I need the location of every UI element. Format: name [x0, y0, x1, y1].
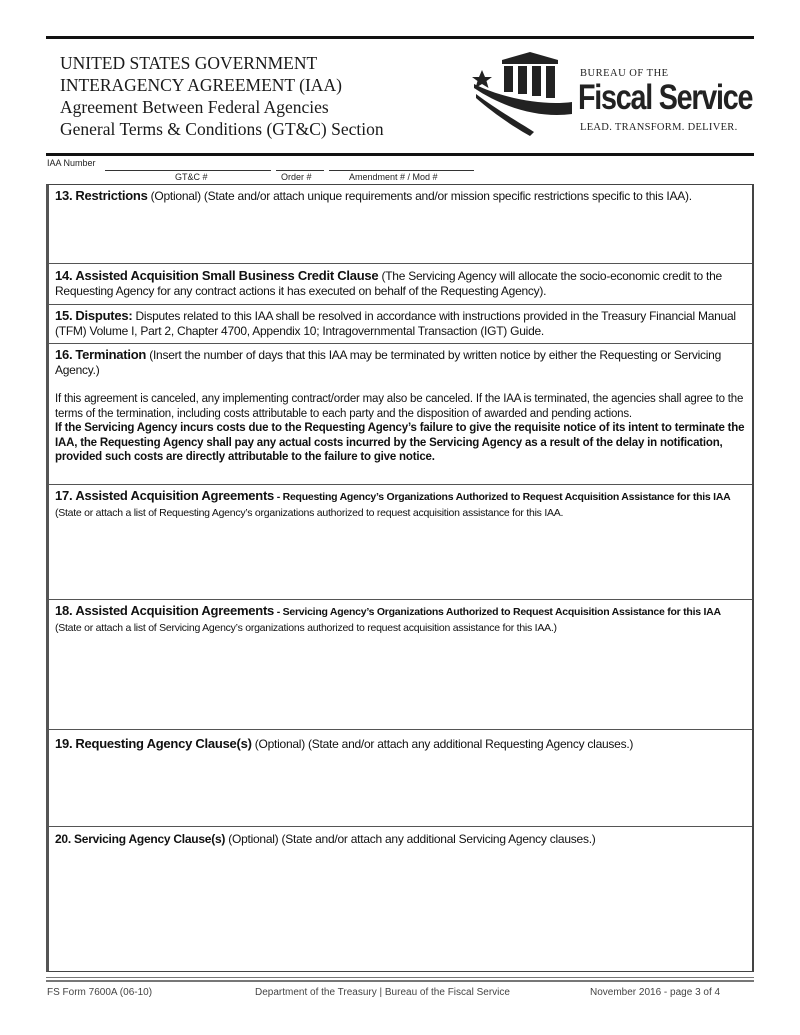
section-15-text: Disputes related to this IAA shall be resolved in accordance with instructions provided in the Treasury Financial Manual (TFM) Volume I, Part 2, Chapter 4700, Appendix 10; Intragovernmental Transaction (IGT) Guide.: [55, 309, 736, 338]
section-20-title: Servicing Agency Clause(s): [74, 832, 226, 846]
section-18-subtitle: - Servicing Agency’s Organizations Authorized to Request Acquisition Assistance for this IAA: [274, 606, 721, 618]
section-16-paragraph: If this agreement is canceled, any implementing contract/order may also be canceled. If the IAA is terminated, the agencies shall agree to the terms of the termination, including costs attributable to each party and the disposition of awarded and pending actions.: [55, 393, 744, 420]
section-15-title: Disputes:: [75, 308, 133, 323]
section-17-instructions: (State or attach a list of Requesting Agency’s organizations authorized to request acquisition assistance for this IAA.: [55, 507, 564, 519]
section-13-number: 13.: [55, 188, 73, 203]
title-line-2: INTERAGENCY AGREEMENT (IAA): [60, 75, 342, 95]
gtc-number-label: GT&C #: [175, 172, 208, 182]
section-14-title: Assisted Acquisition Small Business Credit Clause: [75, 268, 379, 283]
title-line-4: General Terms & Conditions (GT&C) Section: [60, 119, 384, 139]
section-17-requesting-organizations[interactable]: [49, 485, 752, 600]
header-bottom-rule: [46, 153, 754, 156]
footer-form-number: FS Form 7600A (06-10): [47, 987, 153, 998]
title-line-3: Agreement Between Federal Agencies: [60, 97, 329, 117]
section-13-restrictions[interactable]: [49, 185, 752, 264]
section-16-instructions: (Insert the number of days that this IAA may be terminated by written notice by either the Requesting or Servicing Agency.): [55, 348, 721, 377]
section-14-text: (The Servicing Agency will allocate the socio-economic credit to the Requesting Agency for any contract actions it has executed on behalf of the Requesting Agency).: [55, 269, 722, 298]
section-20-servicing-clauses[interactable]: [49, 827, 752, 971]
logo-tagline: LEAD. TRANSFORM. DELIVER.: [580, 122, 738, 133]
header-top-rule: [46, 36, 754, 39]
section-13-instructions: (Optional) (State and/or attach unique requirements and/or mission specific restrictions specific to this IAA).: [147, 189, 692, 203]
section-17-title: Assisted Acquisition Agreements: [75, 488, 275, 503]
section-16-bold-paragraph: If the Servicing Agency incurs costs due to the Requesting Agency’s failure to give the requisite notice of its intent to terminate the IAA, the Requesting Agency shall pay any actual costs incurred by the Servicing Agency as a result of the delay in notification, provided such costs are directly attributable to the failure to give notice.: [55, 422, 745, 463]
section-18-title: Assisted Acquisition Agreements: [75, 603, 275, 618]
footer-rule: [46, 977, 754, 978]
section-16-termination[interactable]: [49, 344, 752, 485]
section-14-number: 14.: [55, 268, 73, 283]
treasury-building-icon: [472, 50, 582, 140]
gtc-form-box: [46, 184, 754, 972]
gtc-number-field[interactable]: [105, 170, 271, 171]
section-19-requesting-clauses[interactable]: [49, 730, 752, 827]
section-18-servicing-organizations[interactable]: [49, 600, 752, 730]
logo-name-text: Fiscal Service: [578, 78, 753, 117]
amendment-number-field[interactable]: [329, 170, 474, 171]
section-17-number: 17.: [55, 488, 73, 503]
title-line-1: UNITED STATES GOVERNMENT: [60, 53, 318, 73]
section-16-title: Termination: [75, 347, 147, 362]
fiscal-service-logo: [472, 50, 752, 140]
footer-department: Department of the Treasury | Bureau of the Fiscal Service: [255, 987, 510, 998]
iaa-number-label: IAA Number: [47, 158, 96, 168]
section-13-title: Restrictions: [75, 188, 148, 203]
footer-page-info: November 2016 - page 3 of 4: [590, 987, 721, 998]
amendment-number-label: Amendment # / Mod #: [349, 172, 438, 182]
footer-rule-double: [46, 980, 754, 982]
order-number-field[interactable]: [276, 170, 324, 171]
document-title: [60, 52, 384, 140]
section-18-instructions: (State or attach a list of Servicing Agency’s organizations authorized to request acquisition assistance for this IAA.): [55, 622, 557, 634]
logo-bureau-text: BUREAU OF THE: [580, 68, 669, 79]
section-20-number: 20.: [55, 832, 71, 846]
section-14-small-business-credit: [49, 264, 752, 305]
order-number-label: Order #: [281, 172, 312, 182]
section-16-number: 16.: [55, 347, 73, 362]
section-15-number: 15.: [55, 308, 73, 323]
section-18-number: 18.: [55, 603, 73, 618]
section-19-instructions: (Optional) (State and/or attach any additional Requesting Agency clauses.): [251, 737, 634, 751]
section-19-title: Requesting Agency Clause(s): [75, 736, 252, 751]
section-17-subtitle: - Requesting Agency’s Organizations Authorized to Request Acquisition Assistance for this IAA: [274, 491, 731, 503]
section-20-instructions: (Optional) (State and/or attach any additional Servicing Agency clauses.): [225, 832, 596, 846]
section-19-number: 19.: [55, 736, 73, 751]
section-15-disputes: [49, 305, 752, 344]
